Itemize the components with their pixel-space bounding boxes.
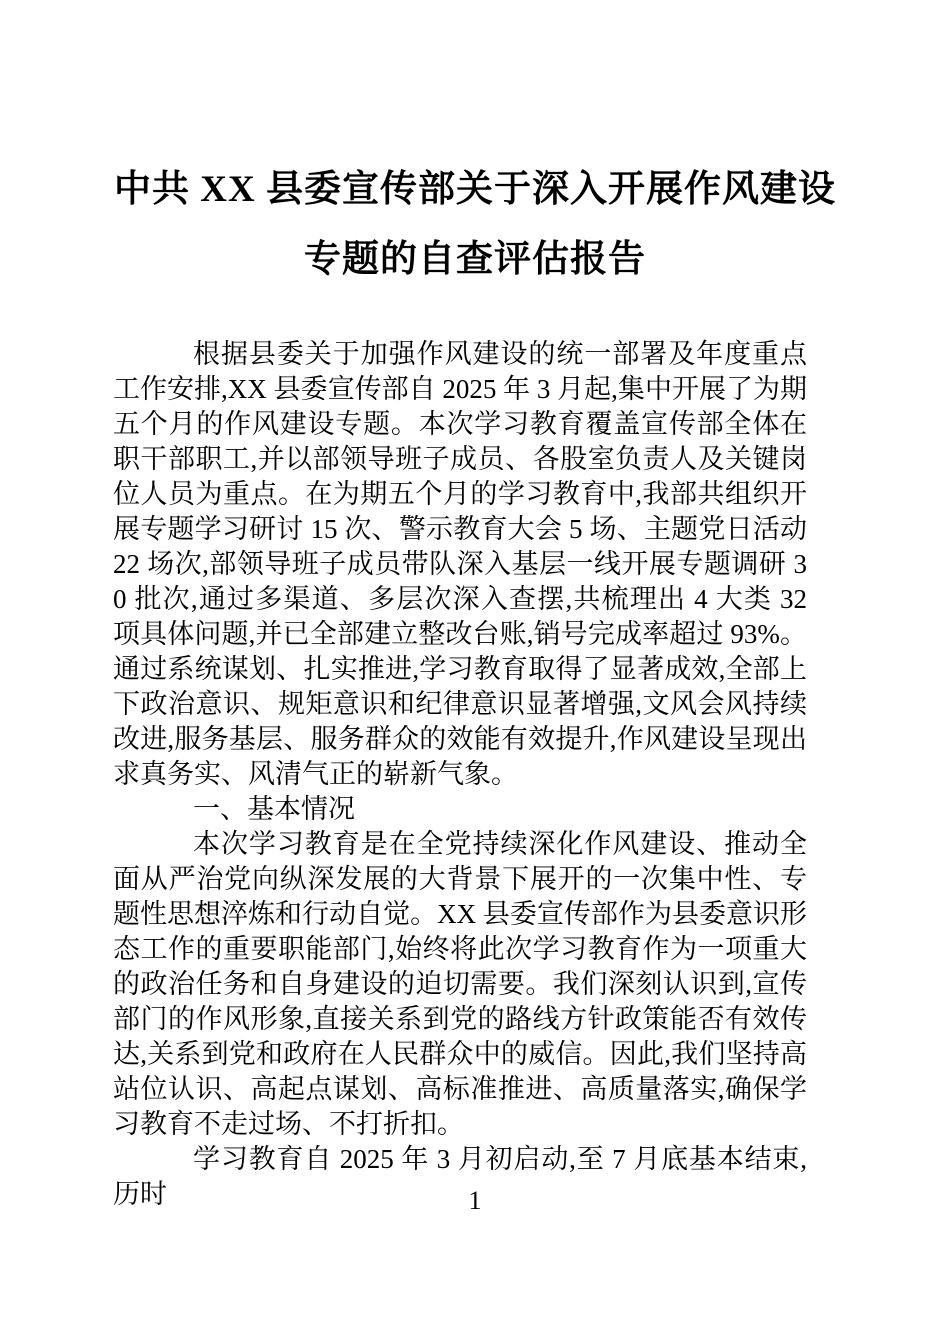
document-title-line2: 专题的自查评估报告 <box>304 239 646 280</box>
paragraph-background: 本次学习教育是在全党持续深化作风建设、推动全面从严治党向纵深发展的大背景下展开的一次集中性、专题性思想淬炼和行动自觉。XX 县委宣传部作为县委意识形态工作的重要职能部门,始终将此次学习教育作为一项重大的政治任务和自身建设的迫切需要。我们深刻认识到,宣传部门的作风形象,直接关系到党的路线方针政策能否有效传达,关系到党和政府在人民群众中的威信。因此,我们坚持高站位认识、高起点谋划、高标准推进、高质量落实,确保学习教育不走过场、不打折扣。 <box>113 829 807 1139</box>
document-title <box>0 0 950 295</box>
document-title-line1: 中共 XX 县委宣传部关于深入开展作风建设 <box>114 169 836 210</box>
paragraph-timeline: 学习教育自 2025 年 3 月初启动,至 7 月底基本结束,历时 <box>113 1144 807 1209</box>
document-body <box>0 337 950 1212</box>
paragraph-overview: 根据县委关于加强作风建设的统一部署及年度重点工作安排,XX 县委宣传部自 2025 年 3 月起,集中开展了为期五个月的作风建设专题。本次学习教育覆盖宣传部全体在职干部职工,并以部领导班子成员、各股室负责人及关键岗位人员为重点。在为期五个月的学习教育中,我部共组织开展专题学习研讨 15 次、警示教育大会 5 场、主题党日活动 22 场次,部领导班子成员带队深入基层一线开展专题调研 30 批次,通过多渠道、多层次深入查摆,共梳理出 4 大类 32 项具体问题,并已全部建立整改台账,销号完成率超过 93%。通过系统谋划、扎实推进,学习教育取得了显著成效,全部上下政治意识、规矩意识和纪律意识显著增强,文风会风持续改进,服务基层、服务群众的效能有效提升,作风建设呈现出求真务实、风清气正的崭新气象。 <box>113 339 807 789</box>
section-heading-basic-situation: 一、基本情况 <box>193 794 355 824</box>
page-number: 1 <box>468 1186 482 1215</box>
